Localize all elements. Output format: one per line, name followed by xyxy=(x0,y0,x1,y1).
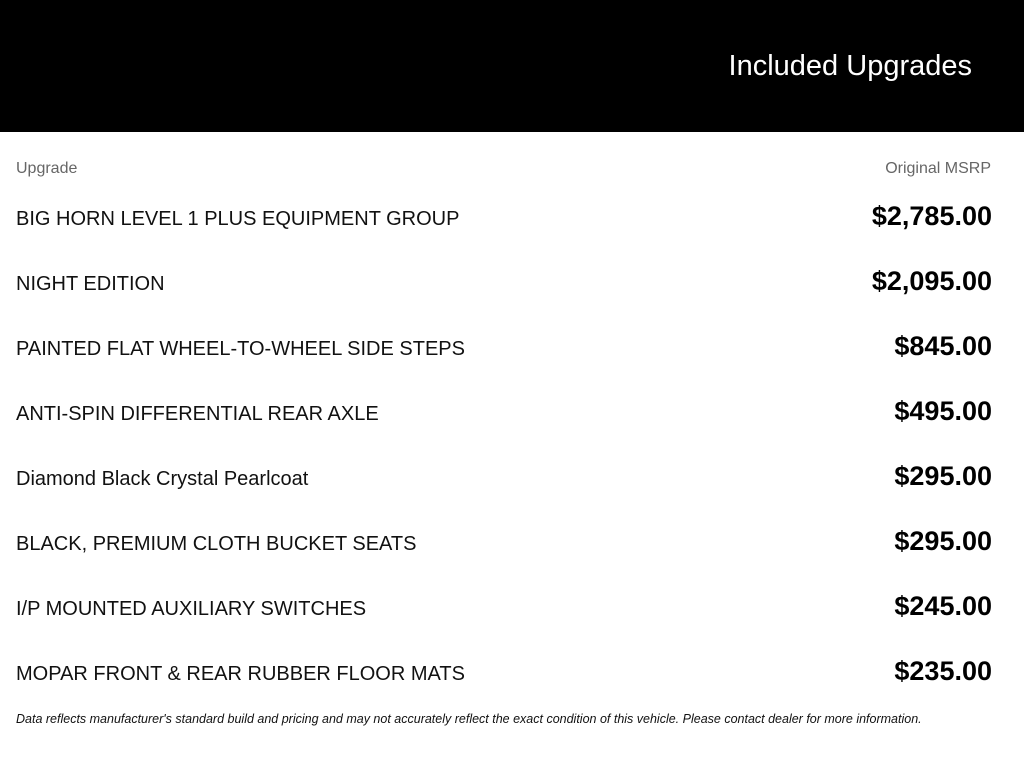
table-row xyxy=(16,510,992,575)
upgrade-price: $245.00 xyxy=(894,591,992,621)
upgrade-price: $295.00 xyxy=(894,526,992,556)
disclaimer-text: Data reflects manufacturer's standard build and pricing and may not accurately reflect the exact condition of this vehicle. Please contact dealer for more information. xyxy=(16,712,922,726)
upgrade-price: $495.00 xyxy=(894,396,992,426)
upgrade-name: NIGHT EDITION xyxy=(16,273,165,295)
table-row xyxy=(16,380,992,445)
table-row xyxy=(16,640,992,705)
table-header xyxy=(16,160,991,180)
upgrade-name: BIG HORN LEVEL 1 PLUS EQUIPMENT GROUP xyxy=(16,208,460,230)
upgrade-name: MOPAR FRONT & REAR RUBBER FLOOR MATS xyxy=(16,663,465,685)
upgrade-name: Diamond Black Crystal Pearlcoat xyxy=(16,468,309,490)
column-header-msrp: Original MSRP xyxy=(885,160,991,177)
upgrade-price: $2,095.00 xyxy=(871,266,992,296)
upgrade-name: I/P MOUNTED AUXILIARY SWITCHES xyxy=(16,598,367,620)
header-bar xyxy=(0,0,1024,132)
page-title: Included Upgrades xyxy=(728,50,972,82)
table-row xyxy=(16,315,992,380)
table-row xyxy=(16,445,992,510)
table-row xyxy=(16,575,992,640)
upgrade-name: BLACK, PREMIUM CLOTH BUCKET SEATS xyxy=(16,533,417,555)
upgrade-price: $235.00 xyxy=(894,656,992,686)
upgrade-price: $2,785.00 xyxy=(871,201,992,231)
column-header-upgrade: Upgrade xyxy=(16,160,78,177)
upgrade-name: ANTI-SPIN DIFFERENTIAL REAR AXLE xyxy=(16,403,379,425)
upgrade-price: $845.00 xyxy=(894,331,992,361)
upgrade-price: $295.00 xyxy=(894,461,992,491)
table-row xyxy=(16,250,992,315)
upgrade-name: PAINTED FLAT WHEEL-TO-WHEEL SIDE STEPS xyxy=(16,338,465,360)
table-row xyxy=(16,185,992,250)
upgrades-list xyxy=(16,185,992,705)
